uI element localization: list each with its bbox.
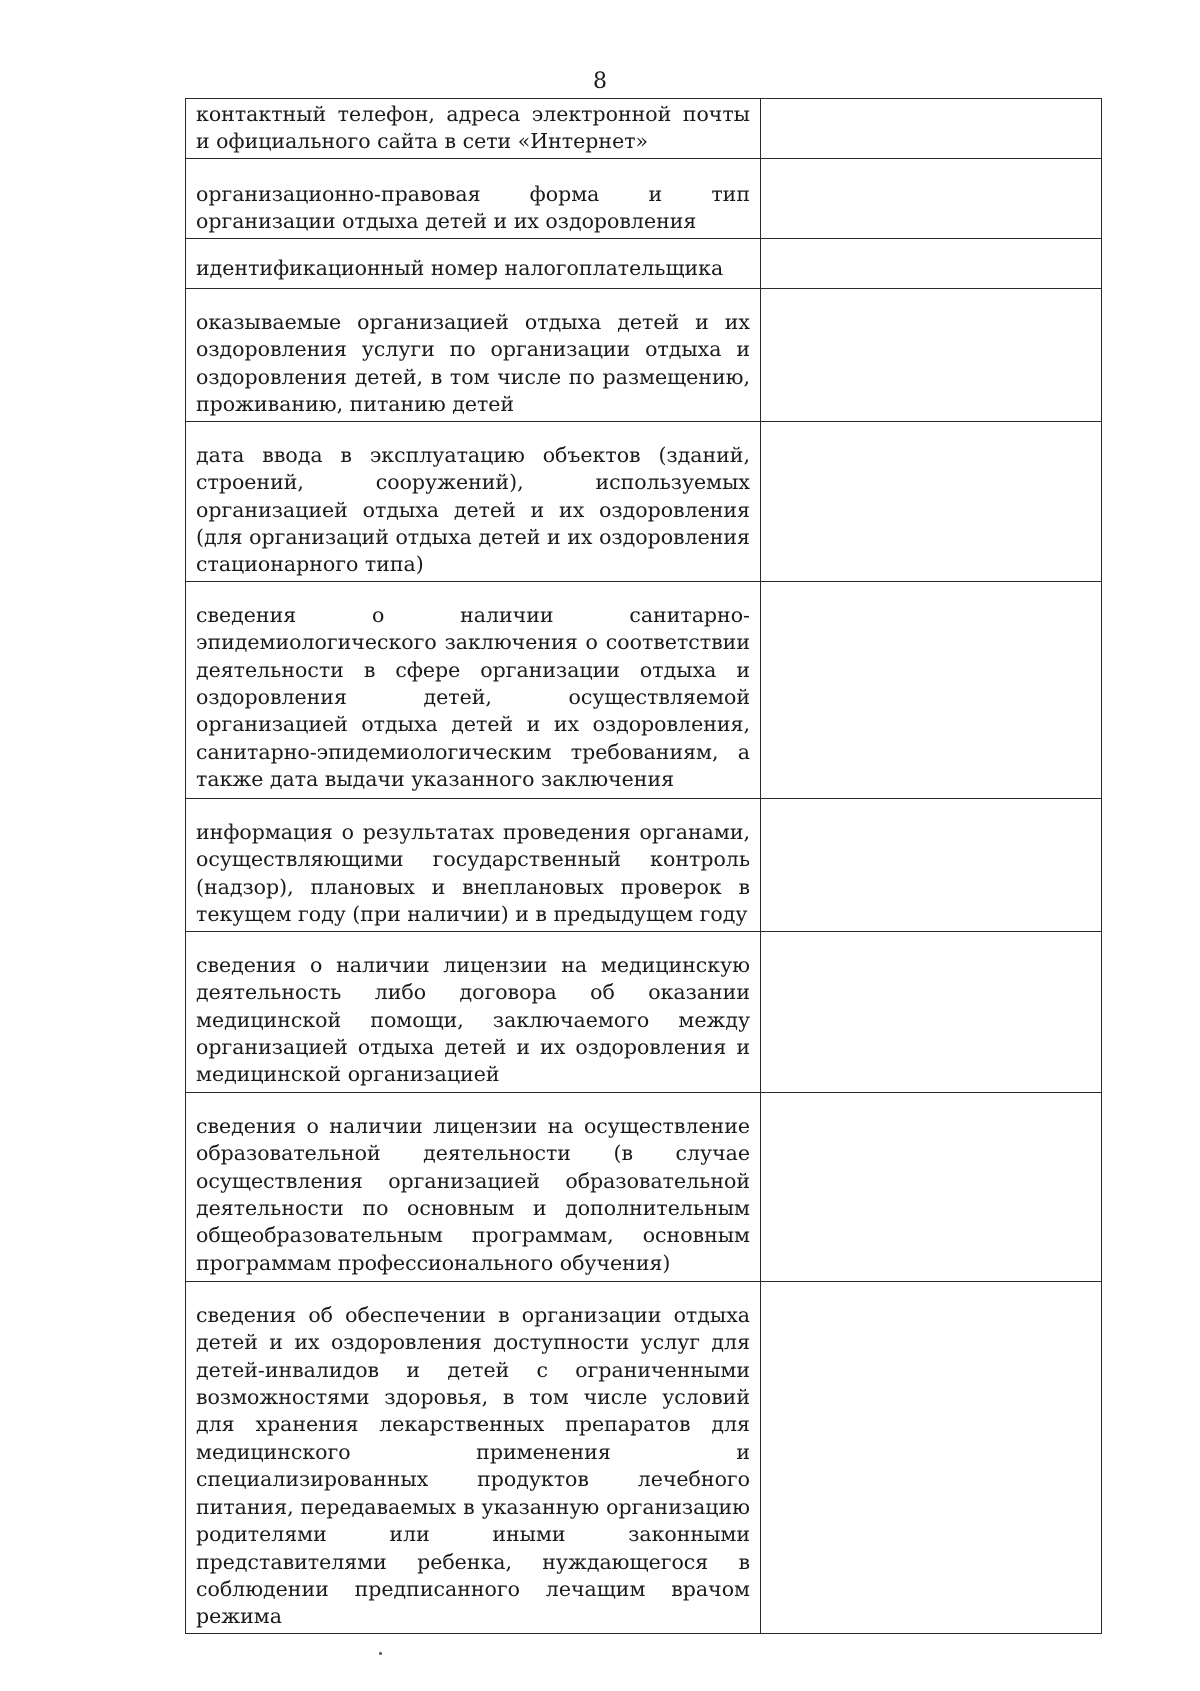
table-row <box>186 158 1102 238</box>
table-row <box>186 581 1102 798</box>
row-label-contacts: контактный телефон, адреса электронной почты и официального сайта в сети «Интернет» <box>186 99 761 159</box>
table-row <box>186 1281 1102 1633</box>
page-number: 8 <box>593 69 607 94</box>
table-row <box>186 99 1102 159</box>
row-value-medical-license[interactable] <box>761 931 1102 1092</box>
table-row <box>186 288 1102 421</box>
table-row <box>186 1092 1102 1281</box>
row-label-education-license: сведения о наличии лицензии на осуществление образовательной деятельности (в случае осуществления организацией образовательной деятельности по основным и дополнительным общеобразовательным программам, основным программам профессионального обучения) <box>186 1092 761 1281</box>
row-value-education-license[interactable] <box>761 1092 1102 1281</box>
row-value-contacts[interactable] <box>761 99 1102 159</box>
table-row <box>186 931 1102 1092</box>
row-label-services: оказываемые организацией отдыха детей и их оздоровления услуги по организации отдыха и оздоровления детей, в том числе по размещению, проживанию, питанию детей <box>186 288 761 421</box>
row-label-inn: идентификационный номер налогоплательщика <box>186 238 761 288</box>
table-row <box>186 238 1102 288</box>
registry-form-table <box>185 98 1102 1634</box>
row-label-commissioning-date: дата ввода в эксплуатацию объектов (зданий, строений, сооружений), используемых организацией отдыха детей и их оздоровления (для организаций отдыха детей и их оздоровления стационарного типа) <box>186 421 761 581</box>
row-value-accessibility[interactable] <box>761 1281 1102 1633</box>
row-value-inspections[interactable] <box>761 798 1102 931</box>
row-label-accessibility: сведения об обеспечении в организации отдыха детей и их оздоровления доступности услуг для детей-инвалидов и детей с ограниченными возможностями здоровья, в том числе условий для хранения лекарственных препаратов для медицинского применения и специализированных продуктов лечебного питания, передаваемых в указанную организацию родителями или иными законными представителями ребенка, нуждающегося в соблюдении предписанного лечащим врачом режима <box>186 1281 761 1633</box>
row-value-commissioning-date[interactable] <box>761 421 1102 581</box>
row-label-inspections: информация о результатах проведения органами, осуществляющими государственный контроль (надзор), плановых и внеплановых проверок в текущем году (при наличии) и в предыдущем году <box>186 798 761 931</box>
row-value-services[interactable] <box>761 288 1102 421</box>
row-value-inn[interactable] <box>761 238 1102 288</box>
row-value-legal-form[interactable] <box>761 158 1102 238</box>
table-row <box>186 421 1102 581</box>
row-label-legal-form: организационно-правовая форма и тип организации отдыха детей и их оздоровления <box>186 158 761 238</box>
row-label-sanitary-conclusion: сведения о наличии санитарно-эпидемиологического заключения о соответствии деятельности в сфере организации отдыха и оздоровления детей, осуществляемой организацией отдыха детей и их оздоровления, санитарно-эпидемиологическим требованиям, а также дата выдачи указанного заключения <box>186 581 761 798</box>
table-row <box>186 798 1102 931</box>
row-value-sanitary-conclusion[interactable] <box>761 581 1102 798</box>
row-label-medical-license: сведения о наличии лицензии на медицинскую деятельность либо договора об оказании медицинской помощи, заключаемого между организацией отдыха детей и их оздоровления и медицинской организацией <box>186 931 761 1092</box>
scan-speck <box>379 1652 382 1655</box>
